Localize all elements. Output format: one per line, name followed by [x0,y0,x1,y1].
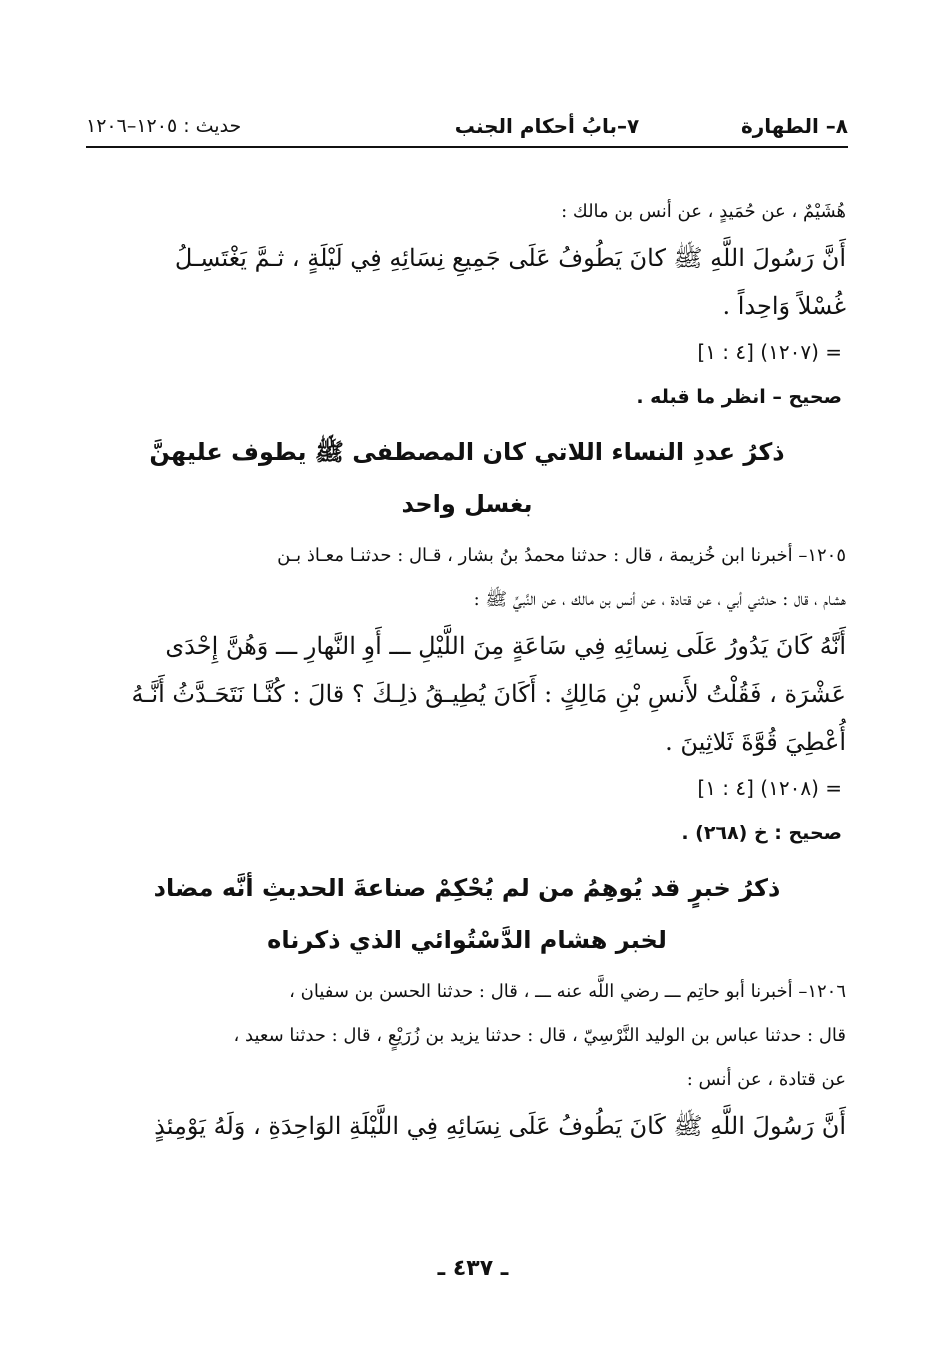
header-rule [86,146,848,148]
hadith-1205-isnad-line-2: هشام ، قال : حدثني أبي ، عن قتادة ، عن أنس بن مالك ، عن النَّبيِّ ﷺ : [473,589,846,610]
section-heading-1 [88,426,846,530]
hadith-1205-isnad-line-1: ١٢٠٥– أخبرنا ابن خُزيمة ، قال : حدثنا محمدُ بنُ بشار ، قـال : حدثنـا معـاذ بـن [277,545,846,566]
hadith-1205-grade: صحيح : خ (٢٦٨) . [681,822,842,844]
page-body [88,190,846,1150]
hadith-1206-isnad-line-2: قال : حدثنا عباس بن الوليد النَّرْسِيّ ، قال : حدثنا يزيد بن زُرَيْعٍ ، قال : حدثنا سعيد ، [233,1025,846,1046]
hadith-1205-matn-line-2: عَشْرَة ، فَقُلْتُ لأَنسِ بْنِ مَالِكٍ : أَكَانَ يُطِيـقُ ذلِـكَ ؟ قالَ : كُنَّـا نَتَحَـدَّثُ أَنَّـهُ [131,680,846,708]
prev-matn-line-2: غُسْلاً وَاحِداً . [722,292,846,320]
hadith-1205-matn-line-3: أُعْطِيَ قُوَّةَ ثَلاثِينَ . [665,728,846,756]
section-heading-2-line-2: لخبر هشام الدَّسْتُوائي الذي ذكرناه [267,926,667,954]
section-heading-2-line-1: ذكرُ خبرٍ قد يُوهِمُ من لم يُحْكِمْ صناعةَ الحديثِ أنَّه مضاد [153,874,781,902]
section-heading-2 [88,862,846,966]
section-heading-1-line-1: ذكرُ عددِ النساء اللاتي كان المصطفى ﷺ يطوف عليهنَّ [149,438,785,466]
prev-matn-line-1: أَنَّ رَسُولَ اللَّهِ ﷺ كانَ يَطُوفُ عَلَى جَمِيعِ نِسَائِهِ فِي لَيْلَةٍ ، ثـمَّ يَغْتَسِـلُ [174,244,846,272]
header-chapter-title: ٧–بابُ أحكام الجنب [454,114,640,138]
prev-reference: = (١٢٠٧) [٤ : ١] [697,340,842,364]
section-heading-1-line-2: بغسل واحد [401,490,533,518]
running-header [86,108,848,144]
hadith-1205-matn-line-1: أَنَّهُ كَانَ يَدُورُ عَلَى نِسائِهِ فِي سَاعَةٍ مِنَ اللَّيْلِ ـــ أَوِ النَّهارِ ـــ وَهُنَّ إِحْدَى [165,632,846,660]
hadith-1205-reference: = (١٢٠٨) [٤ : ١] [697,776,842,800]
hadith-1206-matn-line-1: أَنَّ رَسُولَ اللَّهِ ﷺ كَانَ يَطُوفُ عَلَى نِسَائِهِ فِي اللَّيْلَةِ الوَاحِدَةِ ، وَلَهُ يَوْمِئذٍ [154,1112,846,1140]
header-hadith-range: حديث : ١٢٠٥–١٢٠٦ [86,115,242,137]
header-book-title: ٨– الطهارة [740,114,848,138]
page-number: ـ ٤٣٧ ـ [437,1256,509,1281]
prev-grade: صحيح – انظر ما قبله . [636,386,842,408]
hadith-1206-isnad-line-1: ١٢٠٦– أخبرنا أبو حاتِم ـــ رضي اللَّه عنه ـــ ، قال : حدثنا الحسن بن سفيان ، [289,981,846,1002]
prev-chain-end: هُشَيْمٌ ، عن حُمَيدٍ ، عن أنس بن مالك : [561,201,846,222]
hadith-1206-isnad-line-3: عن قتادة ، عن أنس : [686,1069,846,1090]
